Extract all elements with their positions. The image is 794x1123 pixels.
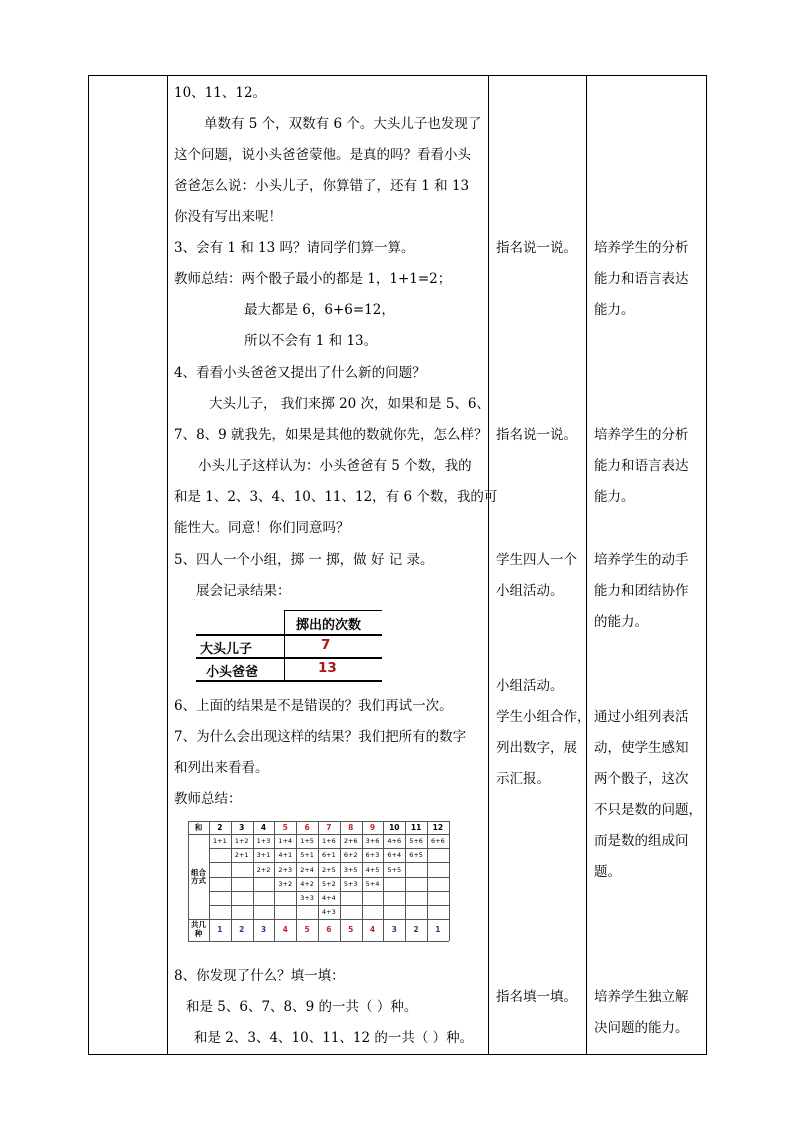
combo-cell: 1+4	[278, 837, 293, 846]
combo-cell: 1+6	[322, 837, 336, 846]
combo-cell: 5+5	[387, 865, 402, 874]
intent-text: 能力。	[594, 489, 635, 505]
combo-cell: 4+5	[365, 865, 380, 874]
count-cell: 1	[217, 925, 223, 935]
process-line: 最大都是 6，6+6=12，	[244, 302, 395, 318]
intent-text: 而是数的组成问	[594, 833, 689, 849]
combo-cell: 2+5	[322, 865, 336, 874]
activity-text: 小组活动。	[496, 678, 564, 694]
count-label: 共几	[191, 920, 206, 930]
count-cell: 6	[326, 925, 332, 935]
sum-header-cell: 7	[326, 822, 332, 832]
intent-text: 能力和语言表达	[594, 458, 689, 474]
combo-cell: 4+1	[278, 851, 293, 860]
combo-cell: 2+6	[343, 837, 358, 846]
combo-cell: 5+2	[322, 879, 336, 888]
process-line: 和是 1、2、3、4、10、11、12，有 6 个数，我的可	[174, 489, 498, 505]
process-line: 8、你发现了什么？填一填：	[174, 968, 345, 984]
activity-text: 小组活动。	[496, 583, 564, 599]
process-line: 单数有 5 个，双数有 6 个。大头儿子也发现了	[204, 116, 482, 132]
sum-label: 和	[194, 822, 203, 832]
intent-text: 培养学生独立解	[594, 989, 689, 1005]
sum-header-cell: 9	[369, 822, 376, 832]
combination-table	[188, 821, 449, 952]
combo-cell: 6+6	[431, 837, 445, 846]
combo-cell: 3+1	[256, 851, 271, 860]
sum-header-cell: 12	[432, 822, 444, 832]
combo-cell: 6+4	[387, 851, 402, 860]
sum-header-cell: 10	[389, 822, 400, 832]
combo-cell: 4+6	[387, 837, 402, 846]
count-cell: 3	[391, 925, 397, 935]
combo-cell: 3+3	[300, 893, 314, 902]
lesson-table	[88, 75, 707, 1055]
combo-cell: 6+3	[365, 851, 380, 860]
table-border-left	[88, 75, 89, 1055]
process-line: 所以不会有 1 和 13。	[244, 333, 378, 349]
activity-text: 指名说一说。	[496, 240, 577, 256]
sum-header-cell: 11	[410, 822, 422, 832]
process-line: 和是 5、6、7、8、9 的一共（ ）种。	[186, 999, 418, 1015]
record-header: 掷出的次数	[296, 618, 362, 633]
record-name: 大头儿子	[200, 642, 253, 657]
sum-header-cell: 6	[304, 822, 310, 832]
record-name: 小头爸爸	[206, 665, 259, 680]
process-line: 和列出来看看。	[174, 760, 269, 776]
process-line: 展会记录结果：	[196, 583, 291, 599]
combo-cell: 3+6	[365, 837, 380, 846]
combo-cell: 4+4	[322, 893, 336, 902]
column-divider-2	[488, 75, 489, 1055]
combo-cell: 4+3	[322, 908, 336, 917]
process-line: 5、四人一个小组，掷 一 掷，做 好 记 录。	[174, 552, 434, 568]
combo-cell: 6+2	[343, 851, 358, 860]
count-label: 种	[194, 929, 203, 939]
intent-text: 能力和团结协作	[594, 583, 689, 599]
combo-cell: 6+5	[409, 851, 423, 860]
combo-cell: 5+4	[365, 879, 380, 888]
combo-cell: 1+1	[213, 837, 227, 846]
intent-text: 题。	[594, 864, 621, 880]
activity-text: 指名说一说。	[496, 427, 577, 443]
record-table	[196, 610, 382, 680]
combo-label: 组合	[191, 867, 206, 877]
process-line: 6、上面的结果是不是错误的？我们再试一次。	[174, 698, 453, 714]
process-line: 教师总结：两个骰子最小的都是 1，1+1=2；	[174, 271, 452, 287]
combo-cell: 2+4	[300, 865, 314, 874]
process-line: 教师总结：	[174, 791, 242, 807]
record-count: 7	[321, 637, 331, 653]
process-line: 大头儿子， 我们来掷 20 次，如果和是 5、6、	[209, 396, 491, 412]
combo-cell: 1+2	[234, 837, 249, 846]
table-border-top	[88, 75, 707, 76]
intent-text: 的能力。	[594, 614, 648, 630]
process-line: 10、11、12。	[174, 85, 267, 101]
count-cell: 5	[304, 925, 310, 935]
count-cell: 5	[348, 925, 354, 935]
combo-cell: 5+1	[300, 851, 314, 860]
combo-cell: 4+2	[300, 879, 314, 888]
count-cell: 2	[413, 925, 419, 935]
table-border-right	[706, 75, 707, 1055]
process-line: 4、看看小头爸爸又提出了什么新的问题？	[174, 365, 426, 381]
combo-cell: 6+1	[322, 851, 336, 860]
combo-cell: 2+1	[234, 851, 249, 860]
intent-text: 通过小组列表活	[594, 709, 689, 725]
count-cell: 1	[435, 925, 441, 935]
combo-cell: 2+3	[278, 865, 293, 874]
count-cell: 3	[260, 925, 267, 935]
table-border-bottom	[88, 1054, 707, 1055]
process-line: 爸爸怎么说：小头儿子，你算错了，还有 1 和 13	[174, 178, 470, 194]
intent-text: 动，使学生感知	[594, 740, 689, 756]
intent-text: 培养学生的动手	[594, 552, 689, 568]
process-line: 和是 2、3、4、10、11、12 的一共（ ）种。	[194, 1030, 474, 1046]
process-line: 小头儿子这样认为：小头爸爸有 5 个数，我的	[198, 458, 472, 474]
process-line: 你没有写出来呢！	[174, 209, 282, 225]
process-line: 这个问题，说小头爸爸蒙他。是真的吗？看看小头	[174, 147, 471, 163]
combo-cell: 5+3	[343, 879, 358, 888]
combo-cell: 1+3	[256, 837, 271, 846]
sum-header-cell: 4	[260, 822, 267, 832]
process-line: 3、会有 1 和 13 吗？请同学们算一算。	[174, 240, 415, 256]
count-cell: 4	[369, 925, 376, 935]
activity-text: 列出数字，展	[496, 740, 577, 756]
sum-header-cell: 2	[217, 822, 223, 832]
intent-text: 两个骰子，这次	[594, 771, 689, 787]
intent-text: 不只是数的问题，	[594, 802, 702, 818]
combo-cell: 3+5	[343, 865, 358, 874]
activity-text: 指名填一填。	[496, 989, 577, 1005]
column-divider-1	[167, 75, 168, 1055]
process-line: 7、8、9 就我先，如果是其他的数就你先，怎么样？	[174, 427, 488, 443]
intent-text: 决问题的能力。	[594, 1020, 689, 1036]
count-cell: 4	[282, 925, 288, 935]
activity-text: 学生四人一个	[496, 552, 577, 568]
activity-text: 学生小组合作，	[496, 709, 591, 725]
combo-label: 方式	[191, 875, 206, 885]
intent-text: 能力和语言表达	[594, 271, 689, 287]
combo-cell: 2+2	[256, 865, 271, 874]
sum-header-cell: 3	[239, 822, 245, 832]
process-line: 能性大。同意！你们同意吗？	[174, 520, 350, 536]
column-divider-3	[586, 75, 587, 1055]
intent-text: 能力。	[594, 302, 635, 318]
intent-text: 培养学生的分析	[594, 240, 689, 256]
combo-cell: 5+6	[409, 837, 423, 846]
intent-text: 培养学生的分析	[594, 427, 689, 443]
combo-cell: 1+5	[300, 837, 314, 846]
sum-header-cell: 5	[282, 822, 288, 832]
activity-text: 示汇报。	[496, 771, 550, 787]
combo-cell: 3+2	[278, 879, 293, 888]
process-line: 7、为什么会出现这样的结果？我们把所有的数字	[174, 729, 467, 745]
record-count: 13	[318, 660, 337, 676]
count-cell: 2	[239, 925, 245, 935]
sum-header-cell: 8	[348, 822, 354, 832]
